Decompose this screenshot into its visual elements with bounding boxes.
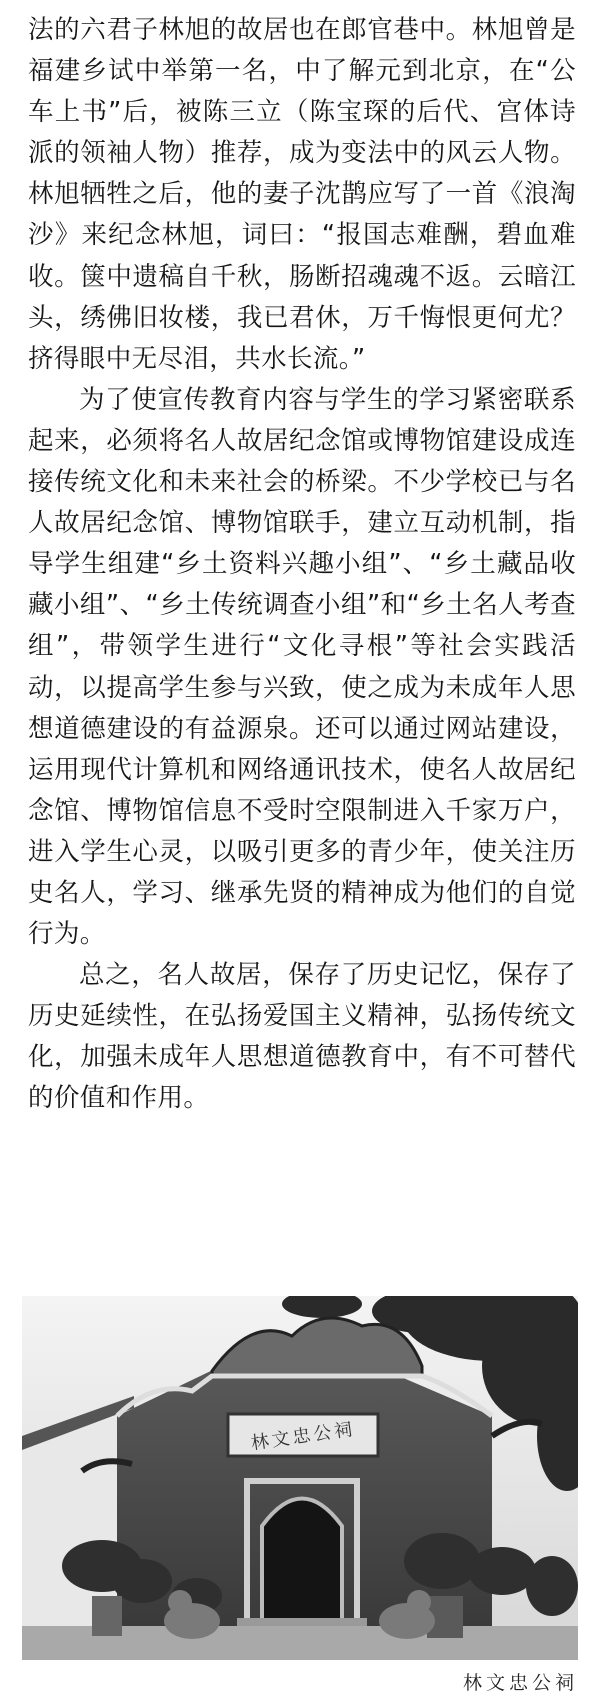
- paragraph-3: 总之，名人故居，保存了历史记忆，保存了历史延续性，在弘扬爱国主义精神，弘扬传统文化，加强未成年人思想道德教育中，有不可替代的价值和作用。: [28, 960, 576, 1114]
- paragraph-1: 法的六君子林旭的故居也在郎官巷中。林旭曾是福建乡试中举第一名，中了解元到北京，在“公车上书”后，被陈三立（陈宝琛的后代、宫体诗派的领袖人物）推荐，成为变法中的风云人物。林旭牺牲之后，他的妻子沈鹊应写了一首《浪淘沙》来纪念林旭，词曰：“报国志难酬，碧血难收。箧中遗稿自千秋，肠断招魂魂不返。云暗江头，绣佛旧妆楼，我已君休，万千悔恨更何尤？挤得眼中无尽泪，共水长流。”: [28, 15, 576, 374]
- shrine-photo: [22, 1296, 578, 1660]
- article-body: [28, 10, 576, 1120]
- paragraph-2: 为了使宣传教育内容与学生的学习紧密联系起来，必须将名人故居纪念馆或博物馆建设成连接传统文化和未来社会的桥梁。不少学校已与名人故居纪念馆、博物馆联手，建立互动机制，指导学生组建“乡土资料兴趣小组”、“乡土藏品收藏小组”、“乡土传统调查小组”和“乡土名人考查组”，带领学生进行“文化寻根”等社会实践活动，以提高学生参与兴致，使之成为未成年人思想道德建设的有益源泉。还可以通过网站建设，运用现代计算机和网络通讯技术，使名人故居纪念馆、博物馆信息不受时空限制进入千家万户，进入学生心灵，以吸引更多的青少年，使关注历史名人，学习、继承先贤的精神成为他们的自觉行为。: [28, 384, 576, 950]
- svg-text:林文忠公祠: 林文忠公祠: [249, 1418, 357, 1455]
- photo-caption: 林文忠公祠: [462, 1672, 578, 1694]
- name-plaque: [228, 1414, 378, 1456]
- arched-doorway: [262, 1499, 342, 1627]
